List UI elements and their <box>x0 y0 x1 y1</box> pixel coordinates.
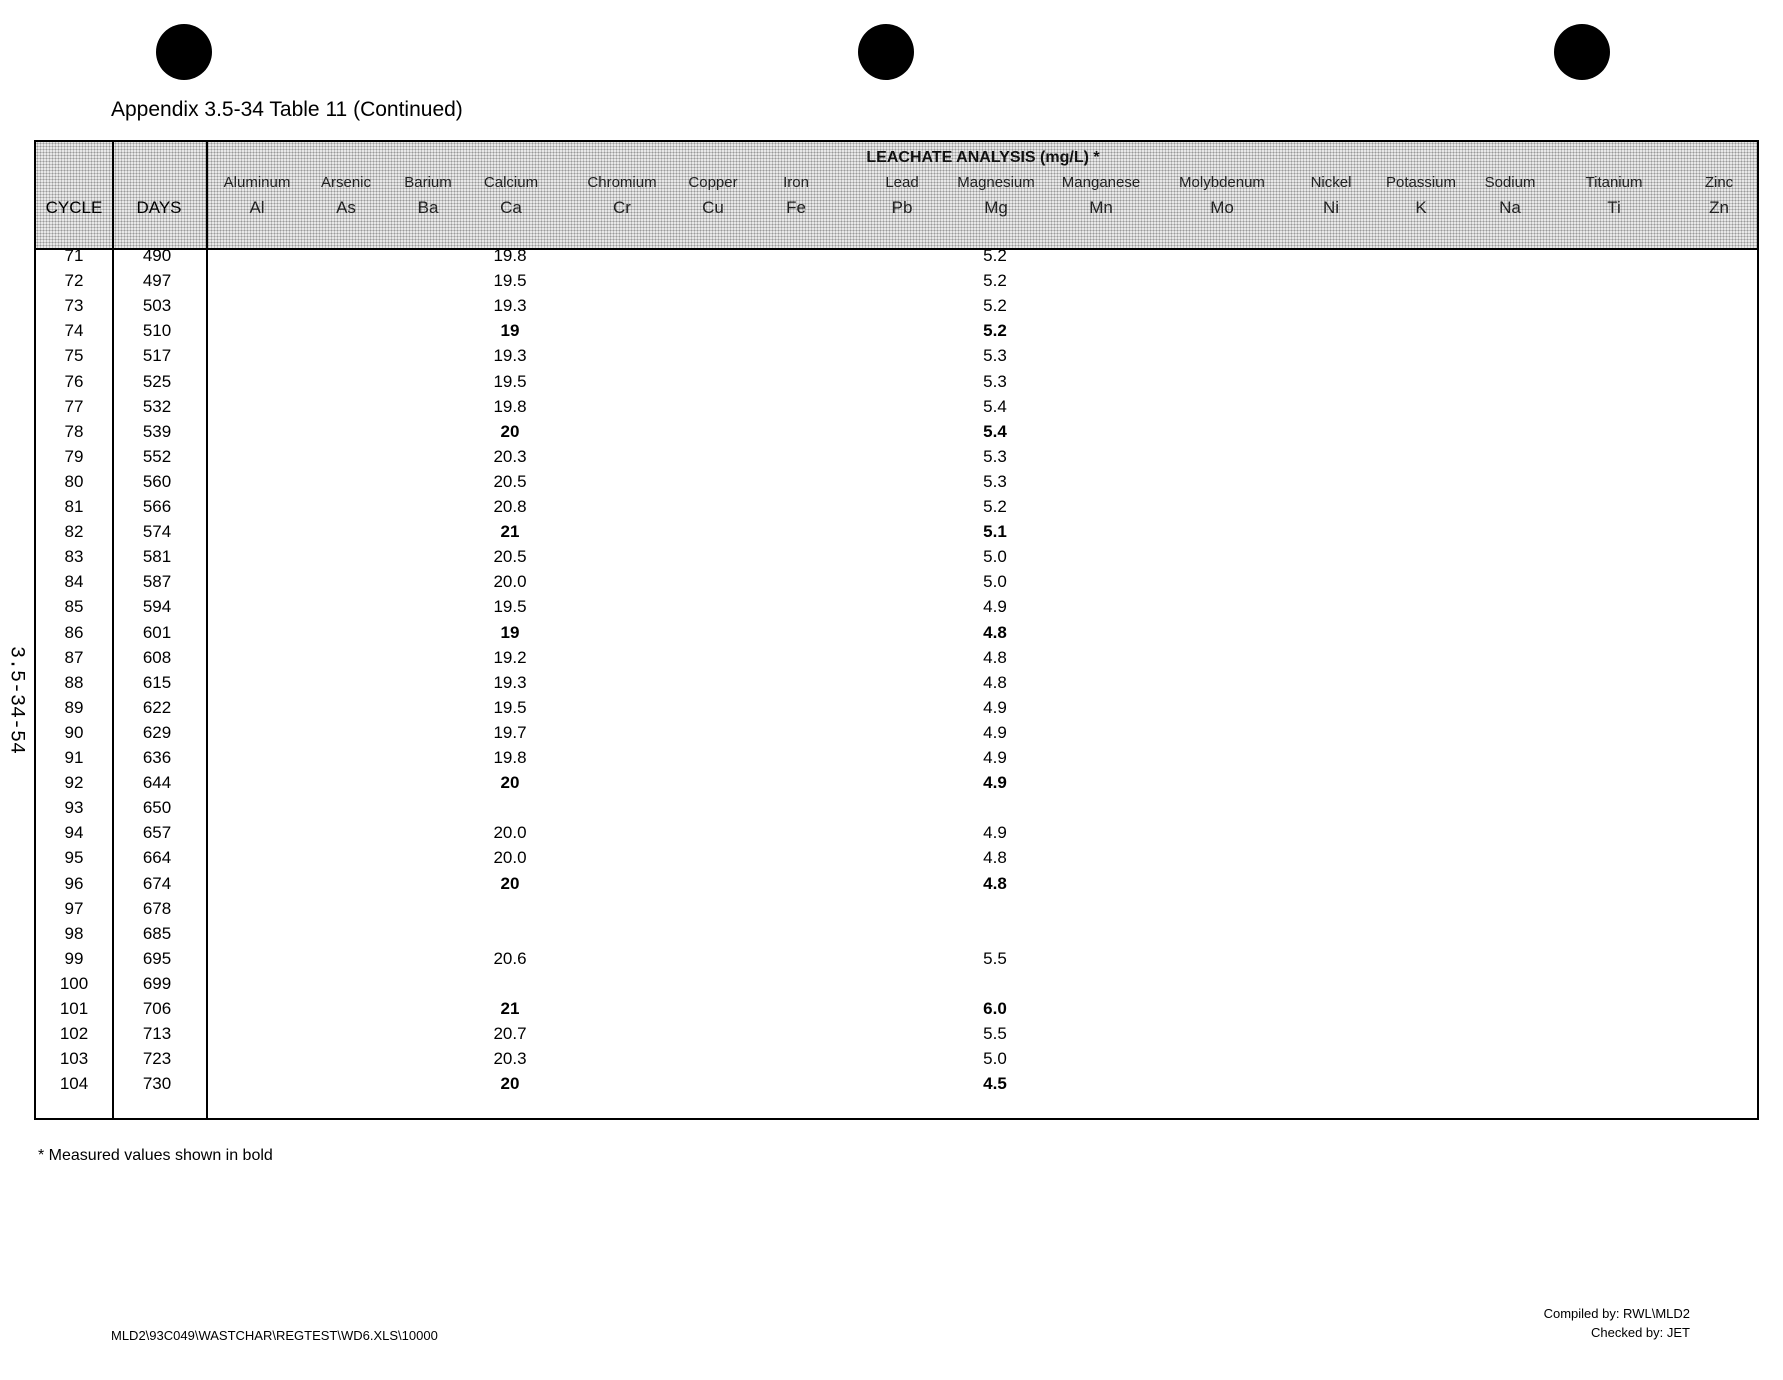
days-cell: 730 <box>142 1074 172 1094</box>
cycle-cell: 79 <box>64 446 84 466</box>
magnesium-cell: 4.8 <box>983 647 1007 667</box>
column-name-ti: Titanium <box>1585 174 1643 191</box>
table-row <box>36 748 1757 773</box>
days-cell: 587 <box>142 572 172 592</box>
magnesium-cell: 5.3 <box>983 346 1007 366</box>
column-name-cr: Chromium <box>587 174 657 191</box>
calcium-cell: 19.8 <box>493 396 527 416</box>
magnesium-cell: 5.0 <box>983 572 1007 592</box>
cycle-cell: 74 <box>64 321 84 341</box>
calcium-cell: 19.5 <box>493 371 527 391</box>
page-number-side-label: 3.5-34-54 <box>4 645 28 755</box>
cycle-cell: 75 <box>64 346 84 366</box>
table-row <box>36 522 1757 547</box>
column-name-ca: Calcium <box>483 174 539 191</box>
days-cell: 695 <box>142 948 172 968</box>
column-symbol-as: As <box>336 198 356 217</box>
table-row <box>36 1074 1757 1099</box>
days-cell: 629 <box>142 722 172 742</box>
days-cell: 713 <box>142 1024 172 1044</box>
footnote: * Measured values shown in bold <box>38 1147 273 1164</box>
days-cell: 657 <box>142 823 172 843</box>
calcium-cell: 19.3 <box>493 672 527 692</box>
days-cell: 644 <box>142 773 172 793</box>
column-symbol-zn: Zn <box>1709 198 1729 217</box>
cycle-cell: 76 <box>64 371 84 391</box>
table-row <box>36 597 1757 622</box>
cycle-column-header: CYCLE <box>45 198 103 217</box>
magnesium-cell: 4.9 <box>983 722 1007 742</box>
table-row <box>36 372 1757 397</box>
magnesium-cell: 4.8 <box>983 848 1007 868</box>
days-cell: 615 <box>142 672 172 692</box>
punch-hole-center <box>858 24 914 80</box>
cycle-cell: 89 <box>64 697 84 717</box>
days-cell: 581 <box>142 547 172 567</box>
calcium-cell: 20 <box>500 1074 520 1094</box>
days-cell: 594 <box>142 597 172 617</box>
magnesium-cell: 4.9 <box>983 597 1007 617</box>
cycle-cell: 94 <box>64 823 84 843</box>
days-column-header: DAYS <box>136 198 182 217</box>
magnesium-cell: 5.3 <box>983 471 1007 491</box>
magnesium-cell: 5.2 <box>983 246 1007 265</box>
table-row <box>36 773 1757 798</box>
column-name-ba: Barium <box>404 174 452 191</box>
table-row <box>36 572 1757 597</box>
cycle-cell: 91 <box>64 748 84 767</box>
magnesium-cell: 5.5 <box>983 948 1007 968</box>
calcium-cell: 20.0 <box>493 823 527 843</box>
magnesium-cell: 4.9 <box>983 773 1007 793</box>
table-row <box>36 949 1757 974</box>
column-name-as: Arsenic <box>320 174 372 191</box>
column-name-na: Sodium <box>1484 174 1536 191</box>
cycle-cell: 87 <box>64 647 84 667</box>
cycle-cell: 86 <box>64 622 84 642</box>
column-symbol-cr: Cr <box>613 198 631 217</box>
magnesium-cell: 4.5 <box>983 1074 1007 1094</box>
days-cell: 636 <box>142 748 172 767</box>
magnesium-cell: 5.4 <box>983 396 1007 416</box>
table-row <box>36 823 1757 848</box>
cycle-cell: 88 <box>64 672 84 692</box>
magnesium-cell: 4.9 <box>983 823 1007 843</box>
cycle-cell: 96 <box>64 873 84 893</box>
days-cell: 539 <box>142 421 172 441</box>
table-row <box>36 472 1757 497</box>
cycle-cell: 81 <box>64 497 84 516</box>
table-row <box>36 999 1757 1024</box>
days-cell: 685 <box>142 923 172 943</box>
cycle-cell: 102 <box>59 1024 89 1044</box>
cycle-cell: 92 <box>64 773 84 793</box>
magnesium-cell: 4.8 <box>983 873 1007 893</box>
column-name-pb: Lead <box>885 174 919 191</box>
column-symbol-ni: Ni <box>1322 198 1340 217</box>
days-cell: 723 <box>142 1049 172 1069</box>
column-symbol-ca: Ca <box>500 198 522 217</box>
table-row <box>36 974 1757 999</box>
column-name-mo: Molybdenum <box>1179 174 1265 191</box>
punch-hole-left <box>156 24 212 80</box>
cycle-cell: 100 <box>59 973 89 993</box>
table-row <box>36 271 1757 296</box>
column-symbol-al: Al <box>249 198 265 217</box>
calcium-cell: 20.7 <box>493 1024 527 1044</box>
table-row <box>36 1024 1757 1049</box>
table-row <box>36 623 1757 648</box>
cycle-cell: 84 <box>64 572 84 592</box>
cycle-cell: 97 <box>64 898 84 918</box>
days-cell: 706 <box>142 999 172 1018</box>
leachate-table <box>34 140 1759 1120</box>
magnesium-cell: 5.0 <box>983 1049 1007 1069</box>
cycle-cell: 80 <box>64 471 84 491</box>
table-row <box>36 296 1757 321</box>
calcium-cell: 19.8 <box>493 748 527 767</box>
calcium-cell: 19 <box>500 321 520 341</box>
table-row <box>36 246 1757 271</box>
cycle-cell: 83 <box>64 547 84 567</box>
table-row <box>36 397 1757 422</box>
days-cell: 699 <box>142 973 172 993</box>
magnesium-cell: 5.2 <box>983 497 1007 516</box>
magnesium-cell: 5.0 <box>983 547 1007 567</box>
days-cell: 517 <box>142 346 172 366</box>
table-row <box>36 422 1757 447</box>
days-cell: 601 <box>142 622 172 642</box>
calcium-cell: 19.3 <box>493 296 527 316</box>
magnesium-cell: 4.9 <box>983 748 1007 767</box>
column-symbol-cu: Cu <box>702 198 724 217</box>
magnesium-cell: 5.1 <box>983 522 1007 542</box>
checked-by: Checked by: JET <box>1591 1325 1690 1340</box>
table-row <box>36 1049 1757 1074</box>
magnesium-cell: 5.4 <box>983 421 1007 441</box>
table-row <box>36 648 1757 673</box>
file-path: MLD2\93C049\WASTCHAR\REGTEST\WD6.XLS\10000 <box>111 1328 438 1343</box>
magnesium-cell: 5.2 <box>983 321 1007 341</box>
column-symbol-k: K <box>1415 198 1427 217</box>
calcium-cell: 19.2 <box>493 647 527 667</box>
table-row <box>36 723 1757 748</box>
calcium-cell: 20.3 <box>493 446 527 466</box>
column-name-mn: Manganese <box>1061 174 1141 191</box>
calcium-cell: 19 <box>500 622 520 642</box>
table-row <box>36 346 1757 371</box>
calcium-cell: 19.5 <box>493 697 527 717</box>
cycle-cell: 95 <box>64 848 84 868</box>
calcium-cell: 19.3 <box>493 346 527 366</box>
days-cell: 497 <box>142 271 172 291</box>
cycle-cell: 82 <box>64 522 84 542</box>
cycle-cell: 78 <box>64 421 84 441</box>
table-row <box>36 497 1757 522</box>
table-row <box>36 798 1757 823</box>
magnesium-cell: 4.8 <box>983 622 1007 642</box>
compiled-by: Compiled by: RWL\MLD2 <box>1543 1306 1690 1321</box>
calcium-cell: 20.0 <box>493 572 527 592</box>
calcium-cell: 21 <box>500 522 520 542</box>
table-row <box>36 848 1757 873</box>
days-cell: 532 <box>142 396 172 416</box>
cycle-cell: 90 <box>64 722 84 742</box>
calcium-cell: 20.8 <box>493 497 527 516</box>
calcium-cell: 20 <box>500 421 520 441</box>
calcium-cell: 19.5 <box>493 271 527 291</box>
days-cell: 510 <box>142 321 172 341</box>
column-name-fe: Iron <box>783 174 809 191</box>
column-name-ni: Nickel <box>1310 174 1352 191</box>
calcium-cell: 20.3 <box>493 1049 527 1069</box>
magnesium-cell: 4.9 <box>983 697 1007 717</box>
column-symbol-mo: Mo <box>1210 198 1234 217</box>
cycle-cell: 99 <box>64 948 84 968</box>
table-row <box>36 874 1757 899</box>
calcium-cell: 21 <box>500 999 520 1018</box>
magnesium-cell: 6.0 <box>983 999 1007 1018</box>
column-symbol-na: Na <box>1499 198 1521 217</box>
days-cell: 560 <box>142 471 172 491</box>
table-row <box>36 924 1757 949</box>
days-cell: 566 <box>142 497 172 516</box>
days-cell: 650 <box>142 798 172 818</box>
table-row <box>36 321 1757 346</box>
days-cell: 574 <box>142 522 172 542</box>
column-symbol-mg: Mg <box>984 198 1008 217</box>
page-title: Appendix 3.5-34 Table 11 (Continued) <box>111 98 463 121</box>
column-symbol-ti: Ti <box>1607 198 1621 217</box>
table-row <box>36 447 1757 472</box>
table-row <box>36 547 1757 572</box>
leachate-analysis-header: LEACHATE ANALYSIS (mg/L) * <box>866 149 1100 166</box>
magnesium-cell: 5.2 <box>983 296 1007 316</box>
punch-hole-right <box>1554 24 1610 80</box>
magnesium-cell: 4.8 <box>983 672 1007 692</box>
calcium-cell: 20.6 <box>493 948 527 968</box>
days-cell: 678 <box>142 898 172 918</box>
column-name-zn: Zinc <box>1704 174 1734 191</box>
column-name-al: Aluminum <box>223 174 291 191</box>
cycle-cell: 101 <box>59 999 89 1018</box>
days-cell: 525 <box>142 371 172 391</box>
column-name-cu: Copper <box>688 174 738 191</box>
magnesium-cell: 5.2 <box>983 271 1007 291</box>
calcium-cell: 20.0 <box>493 848 527 868</box>
days-cell: 622 <box>142 697 172 717</box>
cycle-cell: 77 <box>64 396 84 416</box>
column-symbol-mn: Mn <box>1089 198 1113 217</box>
calcium-cell: 20 <box>500 873 520 893</box>
cycle-cell: 93 <box>64 798 84 818</box>
cycle-cell: 72 <box>64 271 84 291</box>
cycle-cell: 103 <box>59 1049 89 1069</box>
table-row <box>36 698 1757 723</box>
cycle-cell: 85 <box>64 597 84 617</box>
column-name-mg: Magnesium <box>957 174 1035 191</box>
calcium-cell: 19.7 <box>493 722 527 742</box>
table-row <box>36 673 1757 698</box>
days-cell: 664 <box>142 848 172 868</box>
calcium-cell: 19.5 <box>493 597 527 617</box>
cycle-cell: 104 <box>59 1074 89 1094</box>
column-symbol-pb: Pb <box>891 198 913 217</box>
column-name-k: Potassium <box>1385 174 1457 191</box>
cycle-cell: 98 <box>64 923 84 943</box>
days-cell: 503 <box>142 296 172 316</box>
days-cell: 608 <box>142 647 172 667</box>
cycle-cell: 73 <box>64 296 84 316</box>
magnesium-cell: 5.3 <box>983 446 1007 466</box>
column-symbol-fe: Fe <box>786 198 806 217</box>
calcium-cell: 19.8 <box>493 246 527 265</box>
calcium-cell: 20.5 <box>493 471 527 491</box>
table-row <box>36 899 1757 924</box>
magnesium-cell: 5.5 <box>983 1024 1007 1044</box>
calcium-cell: 20 <box>500 773 520 793</box>
days-cell: 674 <box>142 873 172 893</box>
magnesium-cell: 5.3 <box>983 371 1007 391</box>
column-symbol-ba: Ba <box>417 198 439 217</box>
days-cell: 552 <box>142 446 172 466</box>
days-cell: 490 <box>142 246 172 265</box>
cycle-cell: 71 <box>64 246 84 265</box>
calcium-cell: 20.5 <box>493 547 527 567</box>
